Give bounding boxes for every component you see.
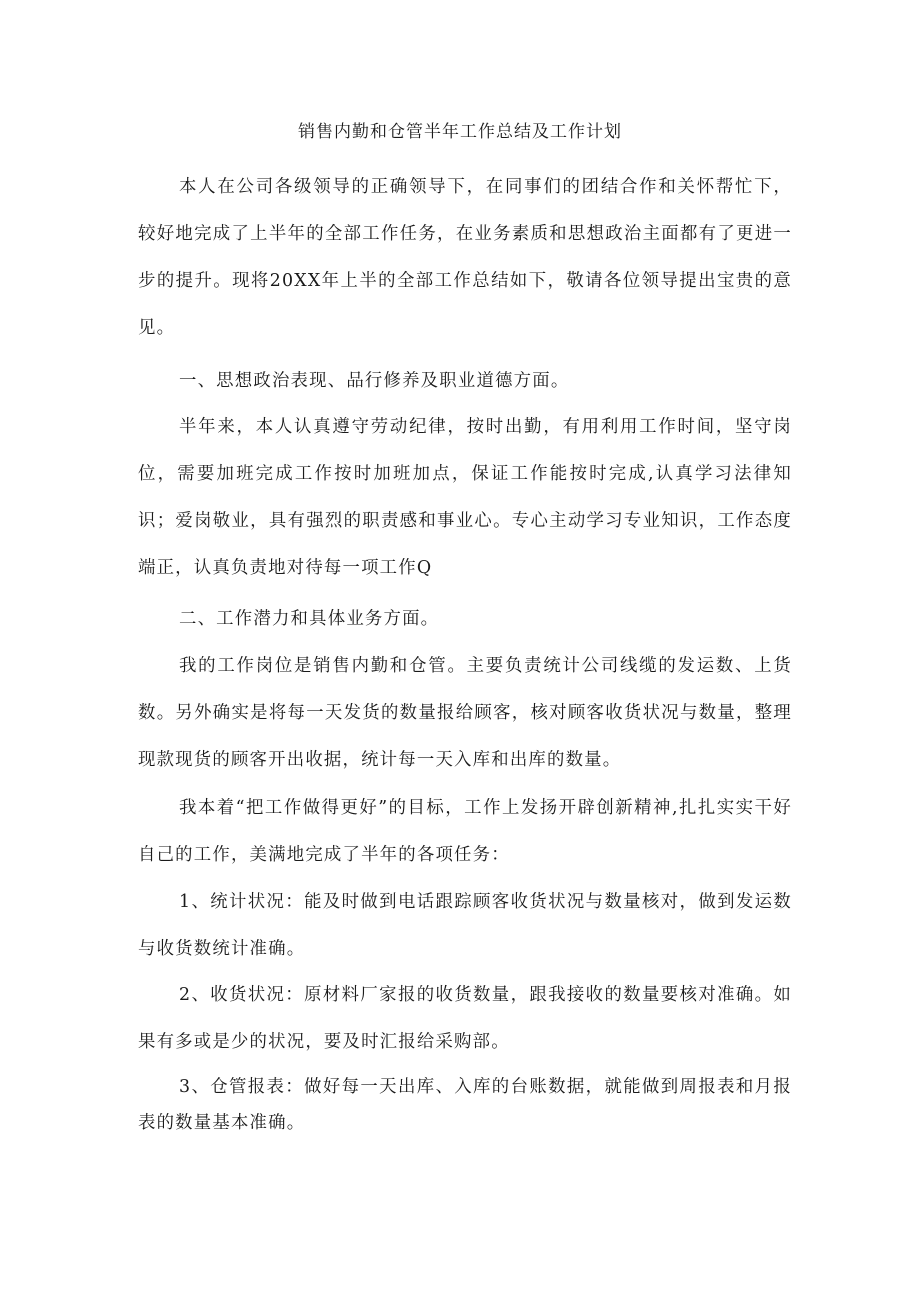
list-item-statistics: 1、统计状况：能及时做到电话跟踪顾客收货状况与数量核对，做到发运数与收货数统计准确。 [138,892,792,959]
paragraph-section-2: 我的工作岗位是销售内勤和仓管。主要负责统计公司线缆的发运数、上货数。另外确实是将每一天发货的数量报给顾客，核对顾客收货状况与数量，整理现款现货的顾客开出收据，统计每一天入库和出库的数量。 [138,656,792,770]
list-item-receiving: 2、收货状况：原材料厂家报的收货数量，跟我接收的数量要核对准确。如果有多或是少的状况，要及时汇报给采购部。 [138,985,792,1052]
list-item-reports: 3、仓管报表：做好每一天出库、入库的台账数据，就能做到周报表和月报表的数量基本准确。 [138,1077,792,1133]
paragraph-goal: 我本着“把工作做得更好”的目标，工作上发扬开辟创新精神,扎扎实实干好自己的工作，美满地完成了半年的各项任务： [138,798,792,865]
section-heading-2: 二、工作潜力和具体业务方面。 [179,609,440,629]
section-heading-1: 一、思想政治表现、品行修养及职业道德方面。 [179,371,570,391]
paragraph-section-1: 半年来，本人认真遵守劳动纪律，按时出勤，有用利用工作时间，坚守岗位，需要加班完成工作按时加班加点，保证工作能按时完成,认真学习法律知识；爱岗敬业，具有强烈的职责感和事业心。专心主动学习专业知识，工作态度端正，认真负责地对待每一项工作Q [138,417,792,578]
document-title: 销售内勤和仓管半年工作总结及工作计划 [298,122,622,142]
paragraph-intro: 本人在公司各级领导的正确领导下，在同事们的团结合作和关怀帮忙下，较好地完成了上半年的全部工作任务，在业务素质和思想政治主面都有了更进一步的提升。现将20XX年上半的全部工作总结如下，敬请各位领导提出宝贵的意见。 [138,177,792,338]
